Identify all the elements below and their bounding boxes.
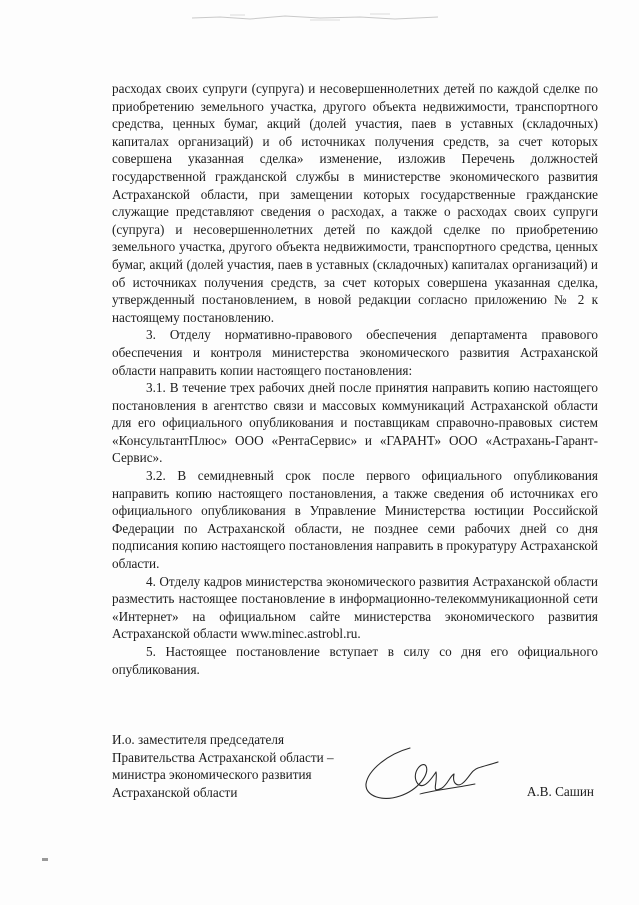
signer-position-line: Правительства Астраханской области – bbox=[112, 749, 334, 765]
paragraph-item-4: 4. Отделу кадров министерства экономического развития Астраханской области разместить настоящее постановление в информационно-телекоммуникационной сети «Интернет» на официальном сайте министерства экономического развития Астраханской области www.minec.astrobl.ru. bbox=[112, 573, 598, 642]
signer-name: А.В. Сашин bbox=[526, 784, 594, 799]
signature-block bbox=[112, 731, 598, 801]
signer-position-line: И.о. заместителя председателя bbox=[112, 732, 285, 747]
paragraph-item-3: 3. Отделу нормативно-правового обеспечения департамента правового обеспечения и контроля министерства экономического развития Астраханской области направить копии настоящего постановления: bbox=[112, 327, 598, 378]
signer-position-line: Астраханской области bbox=[112, 784, 238, 800]
signer-position bbox=[112, 731, 598, 801]
document-body bbox=[112, 80, 598, 678]
scan-noise bbox=[190, 12, 440, 22]
paragraph-continuation: расходах своих супруги (супруга) и несовершеннолетних детей по каждой сделке по приобретению земельного участка, другого объекта недвижимости, транспортного средства, ценных бумаг, акций (долей участия, паев в уставных (складочных) капиталах организаций) и об источниках получения средств, за счет которых совершена указанная сделка» изменение, изложив Перечень должностей государственной гражданской службы в министерстве экономического развития Астраханской области, при замещении которых государственные гражданские служащие представляют сведения о расходах, а также о расходах своих супруги (супруга) и несовершеннолетних детей по каждой сделке по приобретению земельного участка, другого объекта недвижимости, транспортного средства, ценных бумаг, акций (долей участия, паев в уставных (складочных) капиталах организаций) и об источниках получения средств, за счет которых совершена указанная сделка, утвержденный постановлением, в новой редакции согласно приложению № 2 к настоящему постановлению. bbox=[112, 81, 598, 325]
handwritten-signature bbox=[360, 744, 500, 806]
paragraph-item-3-2: 3.2. В семидневный срок после первого официального опубликования направить копию настоящего постановления, а также сведения об источниках его официального опубликования в Управление Министерства юстиции Российской Федерации по Астраханской области, не позднее семи рабочих дней со дня подписания копию настоящего постановления направить в прокуратуру Астраханской области. bbox=[112, 468, 598, 572]
scan-mark bbox=[42, 858, 48, 861]
paragraph-item-3-1: 3.1. В течение трех рабочих дней после принятия направить копию настоящего постановления в агентство связи и массовых коммуникаций Астраханской области для его официального опубликования и поставщикам справочно-правовых систем «КонсультантПлюс» ООО «РентаСервис» и «ГАРАНТ» ООО «Астрахань-Гарант-Сервис». bbox=[112, 380, 598, 466]
signer-position-line: министра экономического развития bbox=[112, 767, 312, 783]
paragraph-item-5: 5. Настоящее постановление вступает в силу со дня его официального опубликования. bbox=[112, 644, 598, 677]
